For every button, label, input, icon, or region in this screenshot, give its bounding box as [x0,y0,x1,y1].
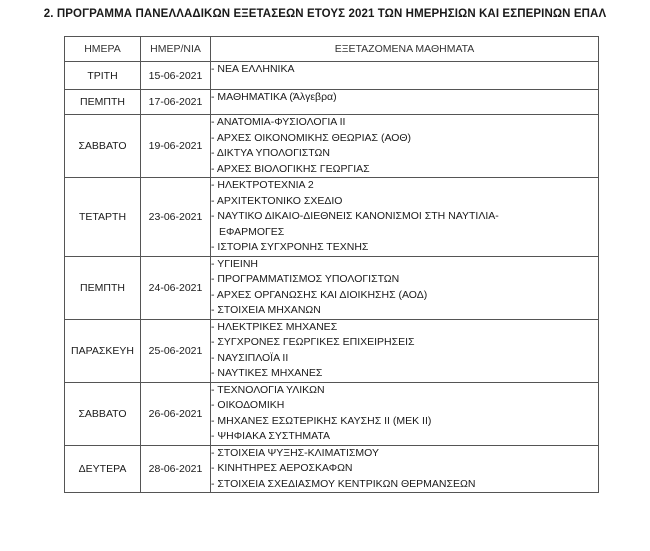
row-date: 19-06-2021 [141,115,211,178]
subject-item: - ΑΡΧΕΣ ΟΡΓΑΝΩΣΗΣ ΚΑΙ ΔΙΟΙΚΗΣΗΣ (ΑΟΔ) [211,288,428,301]
table-row [65,62,599,90]
subject-item: - ΣΥΓΧΡΟΝΕΣ ΓΕΩΡΓΙΚΕΣ ΕΠΙΧΕΙΡΗΣΕΙΣ [211,336,415,348]
row-day: ΠΕΜΠΤΗ [65,90,141,115]
row-date: 24-06-2021 [141,256,211,319]
subject-item: - ΣΤΟΙΧΕΙΑ ΜΗΧΑΝΩΝ [211,304,321,316]
header-subjects: ΕΞΕΤΑΖΟΜΕΝΑ ΜΑΘΗΜΑΤΑ [211,37,599,62]
subject-item: - ΟΙΚΟΔΟΜΙΚΗ [211,399,285,411]
row-date: 15-06-2021 [141,62,211,90]
subject-item: - ΑΝΑΤΟΜΙΑ-ΦΥΣΙΟΛΟΓΙΑ ΙΙ [211,116,346,128]
row-subjects [211,382,599,445]
table-row [65,178,599,257]
subject-item: - ΝΕΑ ΕΛΛΗΝΙΚΑ [211,63,295,75]
row-date: 17-06-2021 [141,90,211,115]
row-day: ΣΑΒΒΑΤΟ [65,115,141,178]
row-date: 26-06-2021 [141,382,211,445]
row-subjects [211,445,599,493]
subject-item: - ΝΑΥΤΙΚΕΣ ΜΗΧΑΝΕΣ [211,367,323,379]
subject-item: - ΤΕΧΝΟΛΟΓΙΑ ΥΛΙΚΩΝ [211,383,325,396]
row-subjects [211,62,599,90]
row-day: ΠΑΡΑΣΚΕΥΗ [65,319,141,382]
subject-item: - ΑΡΧΕΣ ΟΙΚΟΝΟΜΙΚΗΣ ΘΕΩΡΙΑΣ (ΑΟΘ) [211,131,412,144]
table-row [65,319,599,382]
subject-item: - ΗΛΕΚΤΡΟΤΕΧΝΙΑ 2 [211,179,314,191]
row-subjects [211,115,599,178]
subject-item: - ΝΑΥΣΙΠΛΟΪΑ ΙΙ [211,351,289,364]
row-subjects [211,178,599,257]
row-day: ΤΕΤΑΡΤΗ [65,178,141,257]
subject-item: - ΥΓΙΕΙΝΗ [211,257,259,270]
row-day: ΤΡΙΤΗ [65,62,141,90]
subject-item: - ΝΑΥΤΙΚΟ ΔΙΚΑΙΟ-ΔΙΕΘΝΕΙΣ ΚΑΝΟΝΙΣΜΟΙ ΣΤΗ ΝΑΥΤΙΛΙΑ- [211,210,499,222]
subject-item: - ΣΤΟΙΧΕΙΑ ΣΧΕΔΙΑΣΜΟΥ ΚΕΝΤΡΙΚΩΝ ΘΕΡΜΑΝΣΕΩΝ [211,477,476,490]
table-row [65,382,599,445]
subject-item: - ΗΛΕΚΤΡΙΚΕΣ ΜΗΧΑΝΕΣ [211,320,338,333]
subject-item: - ΠΡΟΓΡΑΜΜΑΤΙΣΜΟΣ ΥΠΟΛΟΓΙΣΤΩΝ [211,273,400,285]
row-subjects [211,256,599,319]
row-subjects [211,319,599,382]
subject-item: - ΔΙΚΤΥΑ ΥΠΟΛΟΓΙΣΤΩΝ [211,147,330,159]
header-date: ΗΜΕΡ/ΝΙΑ [141,37,211,62]
subject-item: - ΑΡΧΙΤΕΚΤΟΝΙΚΟ ΣΧΕΔΙΟ [211,194,343,207]
subject-item: - ΜΑΘΗΜΑΤΙΚΑ (Άλγεβρα) [211,91,337,103]
page-title: 2. ΠΡΟΓΡΑΜΜΑ ΠΑΝΕΛΛΑΔΙΚΩΝ ΕΞΕΤΑΣΕΩΝ ΕΤΟΥΣ 2021 ΤΩΝ ΗΜΕΡΗΣΙΩΝ ΚΑΙ ΕΣΠΕΡΙΝΩΝ ΕΠΑΛ [43,8,607,20]
row-day: ΠΕΜΠΤΗ [65,256,141,319]
subject-item: - ΚΙΝΗΤΗΡΕΣ ΑΕΡΟΣΚΑΦΩΝ [211,462,353,474]
table-header-row [65,37,599,62]
subject-item: - ΙΣΤΟΡΙΑ ΣΥΓΧΡΟΝΗΣ ΤΕΧΝΗΣ [211,241,369,253]
row-day: ΔΕΥΤΕΡΑ [65,445,141,493]
row-day: ΣΑΒΒΑΤΟ [65,382,141,445]
subject-item: - ΨΗΦΙΑΚΑ ΣΥΣΤΗΜΑΤΑ [211,430,331,442]
table-row [65,90,599,115]
row-date: 23-06-2021 [141,178,211,257]
exam-schedule-table [64,36,599,493]
row-date: 25-06-2021 [141,319,211,382]
table-row [65,445,599,493]
subject-item: - ΜΗΧΑΝΕΣ ΕΣΩΤΕΡΙΚΗΣ ΚΑΥΣΗΣ ΙΙ (ΜΕΚ ΙΙ) [211,414,432,427]
row-subjects [211,90,599,115]
subject-item-continuation: ΕΦΑΡΜΟΓΕΣ [219,225,285,238]
header-day: ΗΜΕΡΑ [65,37,141,62]
table-row [65,256,599,319]
row-date: 28-06-2021 [141,445,211,493]
subject-item: - ΣΤΟΙΧΕΙΑ ΨΥΞΗΣ-ΚΛΙΜΑΤΙΣΜΟΥ [211,446,379,459]
subject-item: - ΑΡΧΕΣ ΒΙΟΛΟΓΙΚΗΣ ΓΕΩΡΓΙΑΣ [211,162,370,175]
table-row [65,115,599,178]
